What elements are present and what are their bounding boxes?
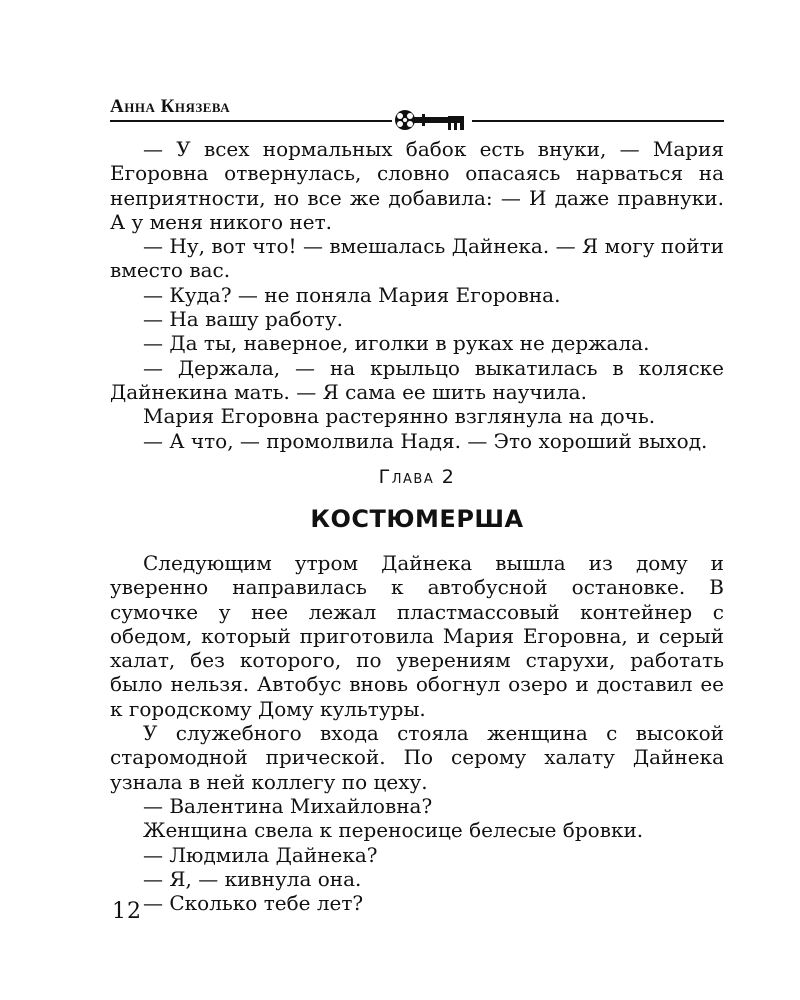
paragraph: — У всех нормальных бабок есть внуки, — Мария Егоровна отвернулась, словно опасаясь нарваться на неприятности, но все же добавила: — И даже правнуки. А у меня никого нет. xyxy=(110,137,724,234)
page-number: 12 xyxy=(112,899,142,924)
paragraph: Следующим утром Дайнека вышла из дому и уверенно направилась к автобусной остановке. В сумочке у нее лежал пластмассовый контейнер с обедом, который приготовила Мария Егоровна, и серый халат, без которого, по уверениям старухи, работать было нельзя. Автобус вновь обогнул озеро и доставил ее к городскому Дому культуры. xyxy=(110,551,724,721)
paragraph: — Я, — кивнула она. xyxy=(143,866,362,891)
paragraph: — Куда? — не поняла Мария Егоровна. xyxy=(143,282,561,307)
author-name: Анна Князева xyxy=(110,96,231,117)
body-text-top xyxy=(110,137,724,453)
body-text-bottom xyxy=(110,551,724,915)
paragraph: — На вашу работу. xyxy=(143,307,343,332)
paragraph: — А что, — промолвила Надя. — Это хороший выход. xyxy=(143,428,708,453)
paragraph: — Людмила Дайнека? xyxy=(143,842,378,867)
chapter-label: Глава 2 xyxy=(378,466,456,488)
paragraph: Мария Егоровна растерянно взглянула на дочь. xyxy=(143,404,656,429)
key-icon xyxy=(392,106,472,134)
paragraph: — Сколько тебе лет? xyxy=(143,891,364,916)
paragraph: — Держала, — на крыльцо выкатилась в коляске Дайнекина мать. — Я сама ее шить научила. xyxy=(110,355,724,404)
paragraph: У служебного входа стояла женщина с высокой старомодной прической. По серому халату Дайнека узнала в ней коллегу по цеху. xyxy=(110,721,724,794)
paragraph: — Ну, вот что! — вмешалась Дайнека. — Я могу пойти вместо вас. xyxy=(110,234,724,283)
paragraph: — Да ты, наверное, иголки в руках не держала. xyxy=(143,331,650,356)
paragraph: Женщина свела к переносице белесые бровки. xyxy=(143,818,644,843)
chapter-title: КОСТЮМЕРША xyxy=(310,505,524,533)
paragraph: — Валентина Михайловна? xyxy=(143,793,433,818)
